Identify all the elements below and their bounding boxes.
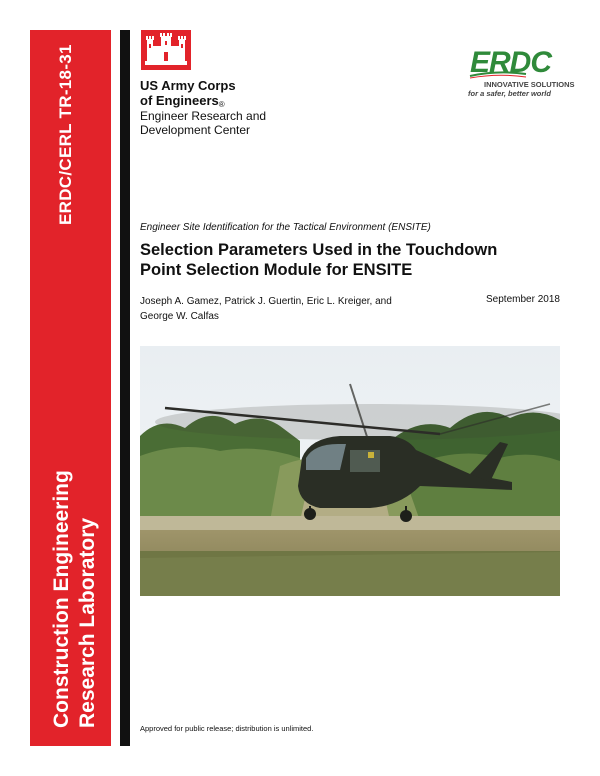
erdc-tagline1: INNOVATIVE SOLUTIONS xyxy=(484,80,575,89)
black-divider-bar xyxy=(120,30,130,746)
report-date: September 2018 xyxy=(486,294,560,305)
erdc-center-name xyxy=(140,109,266,137)
title-line1: Selection Parameters Used in the Touchdown xyxy=(140,241,498,259)
title-line2: Point Selection Module for ENSITE xyxy=(140,261,413,279)
erdc-wordmark: ERDC xyxy=(470,46,552,79)
report-id: ERDC/CERL TR-18-31 xyxy=(56,44,75,225)
erdc-tagline2: for a safer, better world xyxy=(468,89,551,98)
lab-name-line1: Construction Engineering xyxy=(50,470,73,728)
authors xyxy=(140,294,440,324)
authors-line2: George W. Calfas xyxy=(140,311,219,322)
cover-photo-helicopter xyxy=(140,346,560,596)
authors-line1: Joseph A. Gamez, Patrick J. Guertin, Eric L. Kreiger, and xyxy=(140,296,392,307)
usace-name xyxy=(140,78,236,112)
center-line2: Development Center xyxy=(140,123,251,137)
lab-name-line2: Research Laboratory xyxy=(76,517,99,728)
usace-name-line1: US Army Corps xyxy=(140,78,236,93)
report-title xyxy=(140,240,580,280)
usace-name-line2: of Engineers xyxy=(140,93,219,108)
registered-mark: ® xyxy=(218,100,225,109)
distribution-statement: Approved for public release; distribution is unlimited. xyxy=(140,724,314,733)
center-line1: Engineer Research and xyxy=(140,109,267,123)
usace-castle-logo xyxy=(141,30,191,70)
series-title: Engineer Site Identification for the Tactical Environment (ENSITE) xyxy=(140,222,431,233)
